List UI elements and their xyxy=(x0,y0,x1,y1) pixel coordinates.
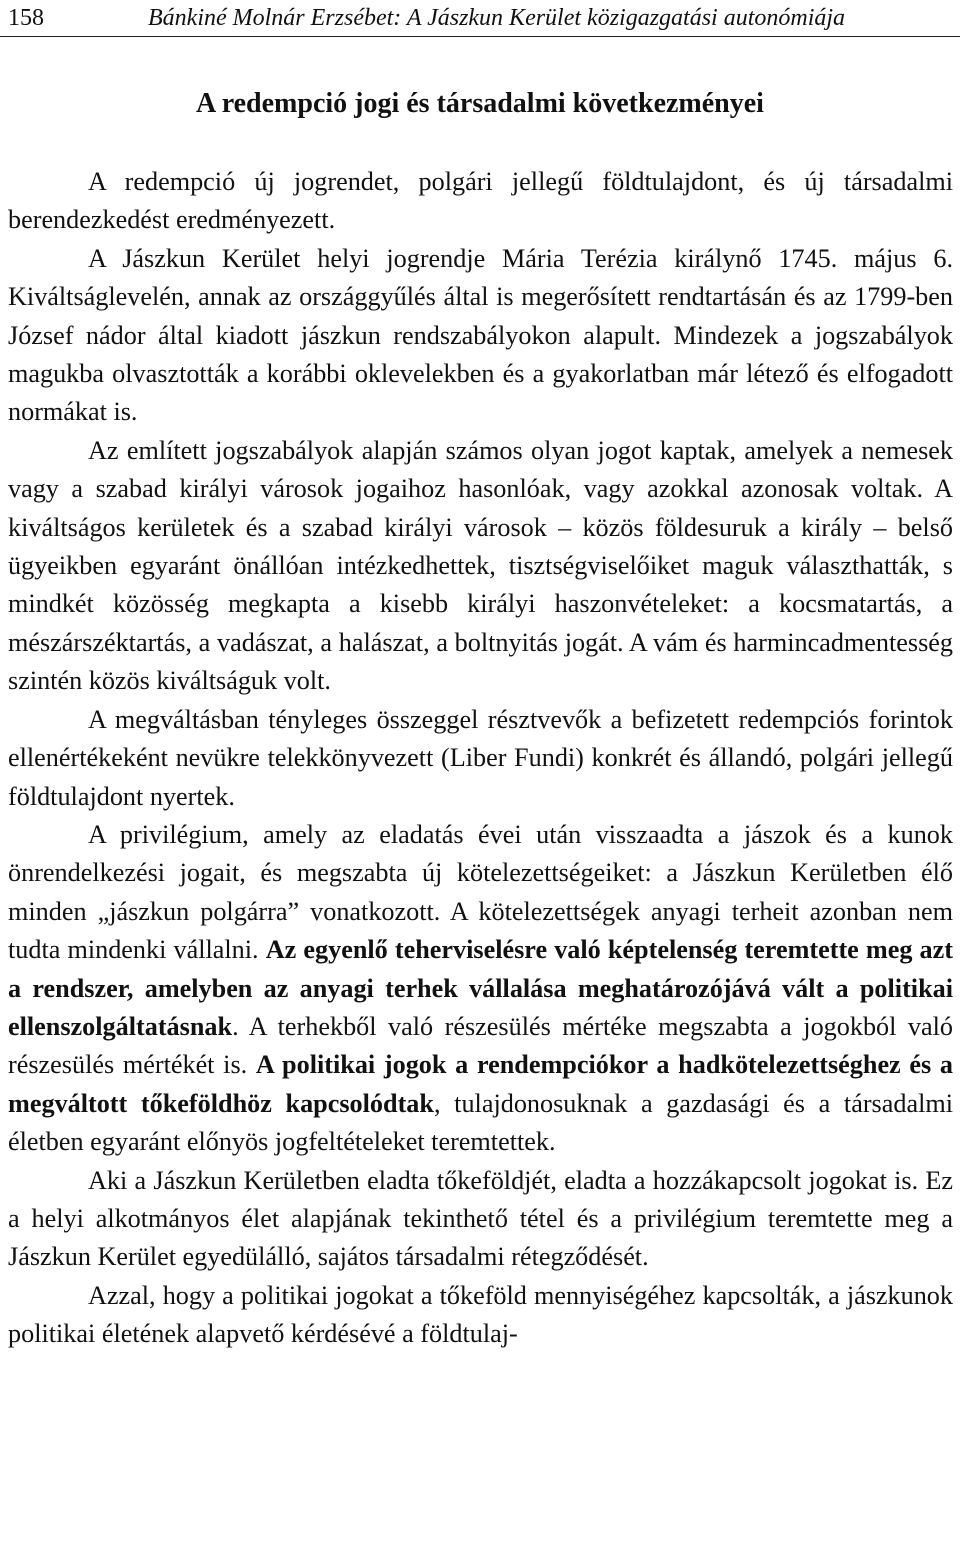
page-header xyxy=(0,0,960,37)
paragraph-6: Azzal, hogy a politikai jogokat a tőkeföld mennyiségéhez kapcsolták, a jászkunok politikai életének alapvető kérdésévé a földtulaj- xyxy=(8,1280,953,1349)
paragraph-4-bold-1: Az egyenlő teherviselésre való képtelenség teremtette meg azt a rendszer, amelyben az anyagi terhek vállalása meghatározójává vált a politikai ellenszolgáltatásnak xyxy=(8,935,953,1041)
paragraph-4 xyxy=(8,816,953,1162)
running-head: Bánkiné Molnár Erzsébet: A Jászkun Kerület közigazgatási autonómiája xyxy=(148,5,846,31)
paragraph-4-text-c: . A terhekből való részesülés mértéke megszabta a jogokból való részesülés mértékét is. xyxy=(8,1011,953,1080)
body-text xyxy=(8,163,953,1354)
paragraph-5: Aki a Jászkun Kerületben eladta tőkeföldjét, eladta a hozzákapcsolt jogokat is. Ez a helyi alkotmányos élet alapjának tekinthető tétel és a privilégium teremtette meg a Jászkun Kerület egyedülálló, sajátos társadalmi rétegződését. xyxy=(8,1165,953,1272)
paragraph-4-text-a: A privilégium, amely az eladatás évei után visszaadta a jászok és a kunok önrendelkezési jogait, és megszabta új kötelezettségeiket: a Jászkun Kerületben élő minden „jászkun polgárra” vonatkozott. A kötelezettségek anyagi terheit azonban nem tudta mindenki vállalni. xyxy=(8,819,953,965)
section-title: A redempció jogi és társadalmi következményei xyxy=(196,88,764,119)
paragraph-3: A megváltásban tényleges összeggel résztvevők a befizetett redempciós forintok ellenértékeként nevükre telekkönyvezett (Liber Fundi) konkrét és állandó, polgári jellegű földtulajdont nyertek. xyxy=(8,704,953,811)
paragraph-4-text-d: , tulajdonosuknak a gazdasági és a társadalmi életben egyaránt előnyös jogfeltételeket teremtettek. xyxy=(8,1088,953,1157)
page-number: 158 xyxy=(8,5,44,31)
paragraph-1b: A Jászkun Kerület helyi jogrendje Mária Terézia királynő 1745. május 6. Kiváltságlevelén, annak az országgyűlés által is megerősített rendtartásán és az 1799-ben József nádor által kiadott jászkun rendszabályokon alapult. Mindezek a jogszabályok magukba olvasztották a korábbi oklevelekben és a gyakorlatban már létező és elfogadott normákat is. xyxy=(8,243,953,427)
paragraph-4-bold-2: A politikai jogok a rendempciókor a hadkötelezettséghez és a megváltott tőkeföldhöz kapcsolódtak xyxy=(8,1050,953,1118)
paragraph-1a: A redempció új jogrendet, polgári jellegű földtulajdont, és új társadalmi berendezkedést eredményezett. xyxy=(8,167,953,235)
paragraph-2: Az említett jogszabályok alapján számos olyan jogot kaptak, amelyek a nemesek vagy a szabad királyi városok jogaihoz hasonlóak, vagy azokkal azonosak voltak. A kiváltságos kerületek és a szabad királyi városok – közös földesuruk a király – belső ügyeikben egyaránt önállóan intézkedhettek, tisztségviselőiket maguk választhatták, s mindkét közösség megkapta a kisebb királyi haszonvételeket: a kocsmatartás, a mészárszéktartás, a vadászat, a halászat, a boltnyitás jogát. A vám és harmincadmentesség szintén közös kiváltságuk volt. xyxy=(8,435,953,696)
